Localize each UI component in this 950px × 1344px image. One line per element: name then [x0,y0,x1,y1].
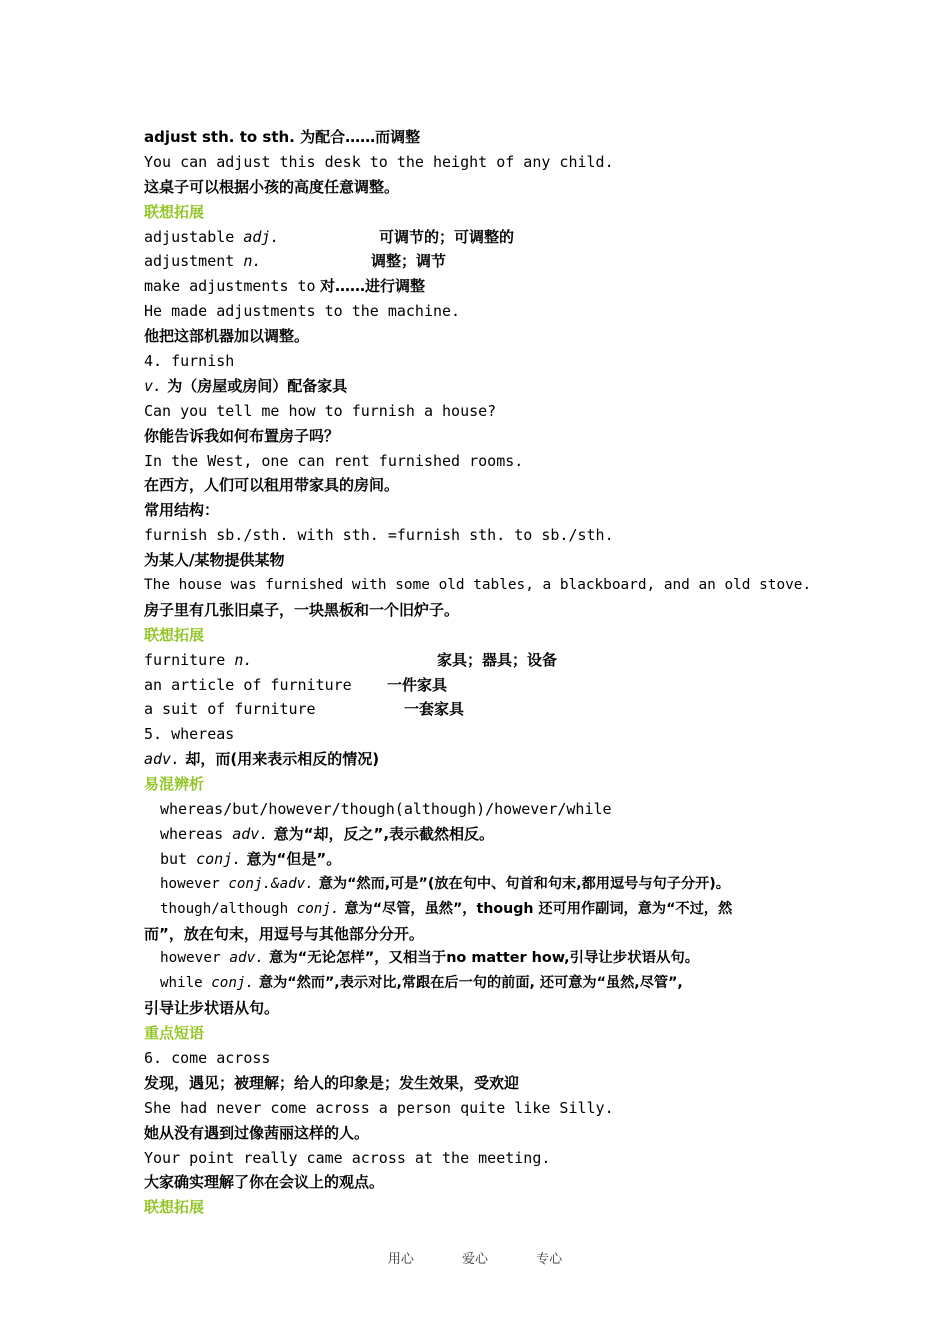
translation-line: 为某人/某物提供某物 [144,551,285,570]
section-heading-association: 联想拓展 [144,625,205,644]
comparison-item: however adv. 意为“无论怎样”，又相当于no matter how,引导让步状语从句。 [160,950,700,967]
document-body [144,125,824,1220]
footer-text: 专心 [536,1252,563,1267]
entry-heading: 5. whereas [144,725,235,744]
vocab-entry [144,249,824,274]
vocab-word: adjustment n. [144,252,262,271]
vocab-meaning: 一套家具 [404,700,465,719]
translation-line: 房子里有几张旧桌子，一块黑板和一个旧炉子。 [144,600,460,619]
structure-pattern: furnish sb./sth. with sth. =furnish sth. to sb./sth. [144,526,614,545]
translation-line: 他把这部机器加以调整。 [144,327,310,346]
translation-line: 这桌子可以根据小孩的高度任意调整。 [144,177,400,196]
translation-line: 大家确实理解了你在会议上的观点。 [144,1173,385,1192]
definition-line: adv. 却，而(用来表示相反的情况) [144,750,380,769]
comparison-item: but conj. 意为“但是”。 [160,849,342,868]
vocab-entry [144,697,824,722]
example-sentence: Your point really came across at the meeting. [144,1148,551,1167]
vocab-word: an article of furniture [144,675,352,694]
comparison-item: while conj. 意为“然而”,表示对比,常跟在后一句的前面, 还可意为“虽然,尽管”, [160,975,683,992]
entry-heading: 4. furnish [144,352,235,371]
example-sentence: She had never come across a person quite like Silly. [144,1098,614,1117]
section-heading-confusables: 易混辨析 [144,775,205,794]
vocab-entry [144,673,824,698]
footer-text: 用心 [387,1252,414,1267]
vocab-meaning: 家具；器具；设备 [437,650,558,669]
example-sentence: The house was furnished with some old tables, a blackboard, and an old stove. [144,577,812,594]
section-heading-association: 联想拓展 [144,1198,205,1217]
example-sentence: Can you tell me how to furnish a house? [144,401,497,420]
translation-line: 她从没有遇到过像茜丽这样的人。 [144,1123,370,1142]
vocab-entry [144,225,824,250]
vocab-word: adjustable adj. [144,227,280,246]
entry-heading: 6. come across [144,1048,271,1067]
vocab-entry [144,648,824,673]
page-footer [0,1248,950,1267]
example-sentence: He made adjustments to the machine. [144,302,461,321]
comparison-item: whereas adv. 意为“却，反之”,表示截然相反。 [160,824,495,843]
example-sentence: You can adjust this desk to the height of any child. [144,152,614,171]
vocab-meaning: 可调节的；可调整的 [379,227,515,246]
structure-label: 常用结构： [144,501,220,520]
vocab-word: furniture n. [144,650,253,669]
vocab-meaning: 一件家具 [387,675,448,694]
vocab-entry [144,274,824,299]
footer-text: 爱心 [461,1252,488,1267]
vocab-word: make adjustments to [144,277,316,296]
example-sentence: In the West, one can rent furnished rooms. [144,451,524,470]
section-heading-key-phrases: 重点短语 [144,1024,205,1043]
vocab-meaning: 对……进行调整 [320,277,426,296]
comparison-item-continued: 而”，放在句末，用逗号与其他部分分开。 [144,924,424,943]
comparison-item: though/although conj. 意为“尽管，虽然”，though 还可用作副词，意为“不过，然 [160,900,733,917]
section-heading-association: 联想拓展 [144,202,205,221]
comparison-item-continued: 引导让步状语从句。 [144,999,280,1018]
definition-line: 发现，遇见；被理解；给人的印象是；发生效果，受欢迎 [144,1073,520,1092]
text-line: adjust sth. to sth. 为配合……而调整 [144,128,421,146]
translation-line: 在西方，人们可以租用带家具的房间。 [144,476,400,495]
vocab-word: a suit of furniture [144,700,316,719]
definition-line: v. 为（房屋或房间）配备家具 [144,376,348,395]
translation-line: 你能告诉我如何布置房子吗？ [144,426,340,445]
comparison-item: however conj.&adv. 意为“然而,可是”(放在句中、句首和句末,都用逗号与句子分开)。 [160,875,730,892]
vocab-meaning: 调整；调节 [371,252,447,271]
comparison-list: whereas/but/however/though(although)/however/while [160,800,612,819]
